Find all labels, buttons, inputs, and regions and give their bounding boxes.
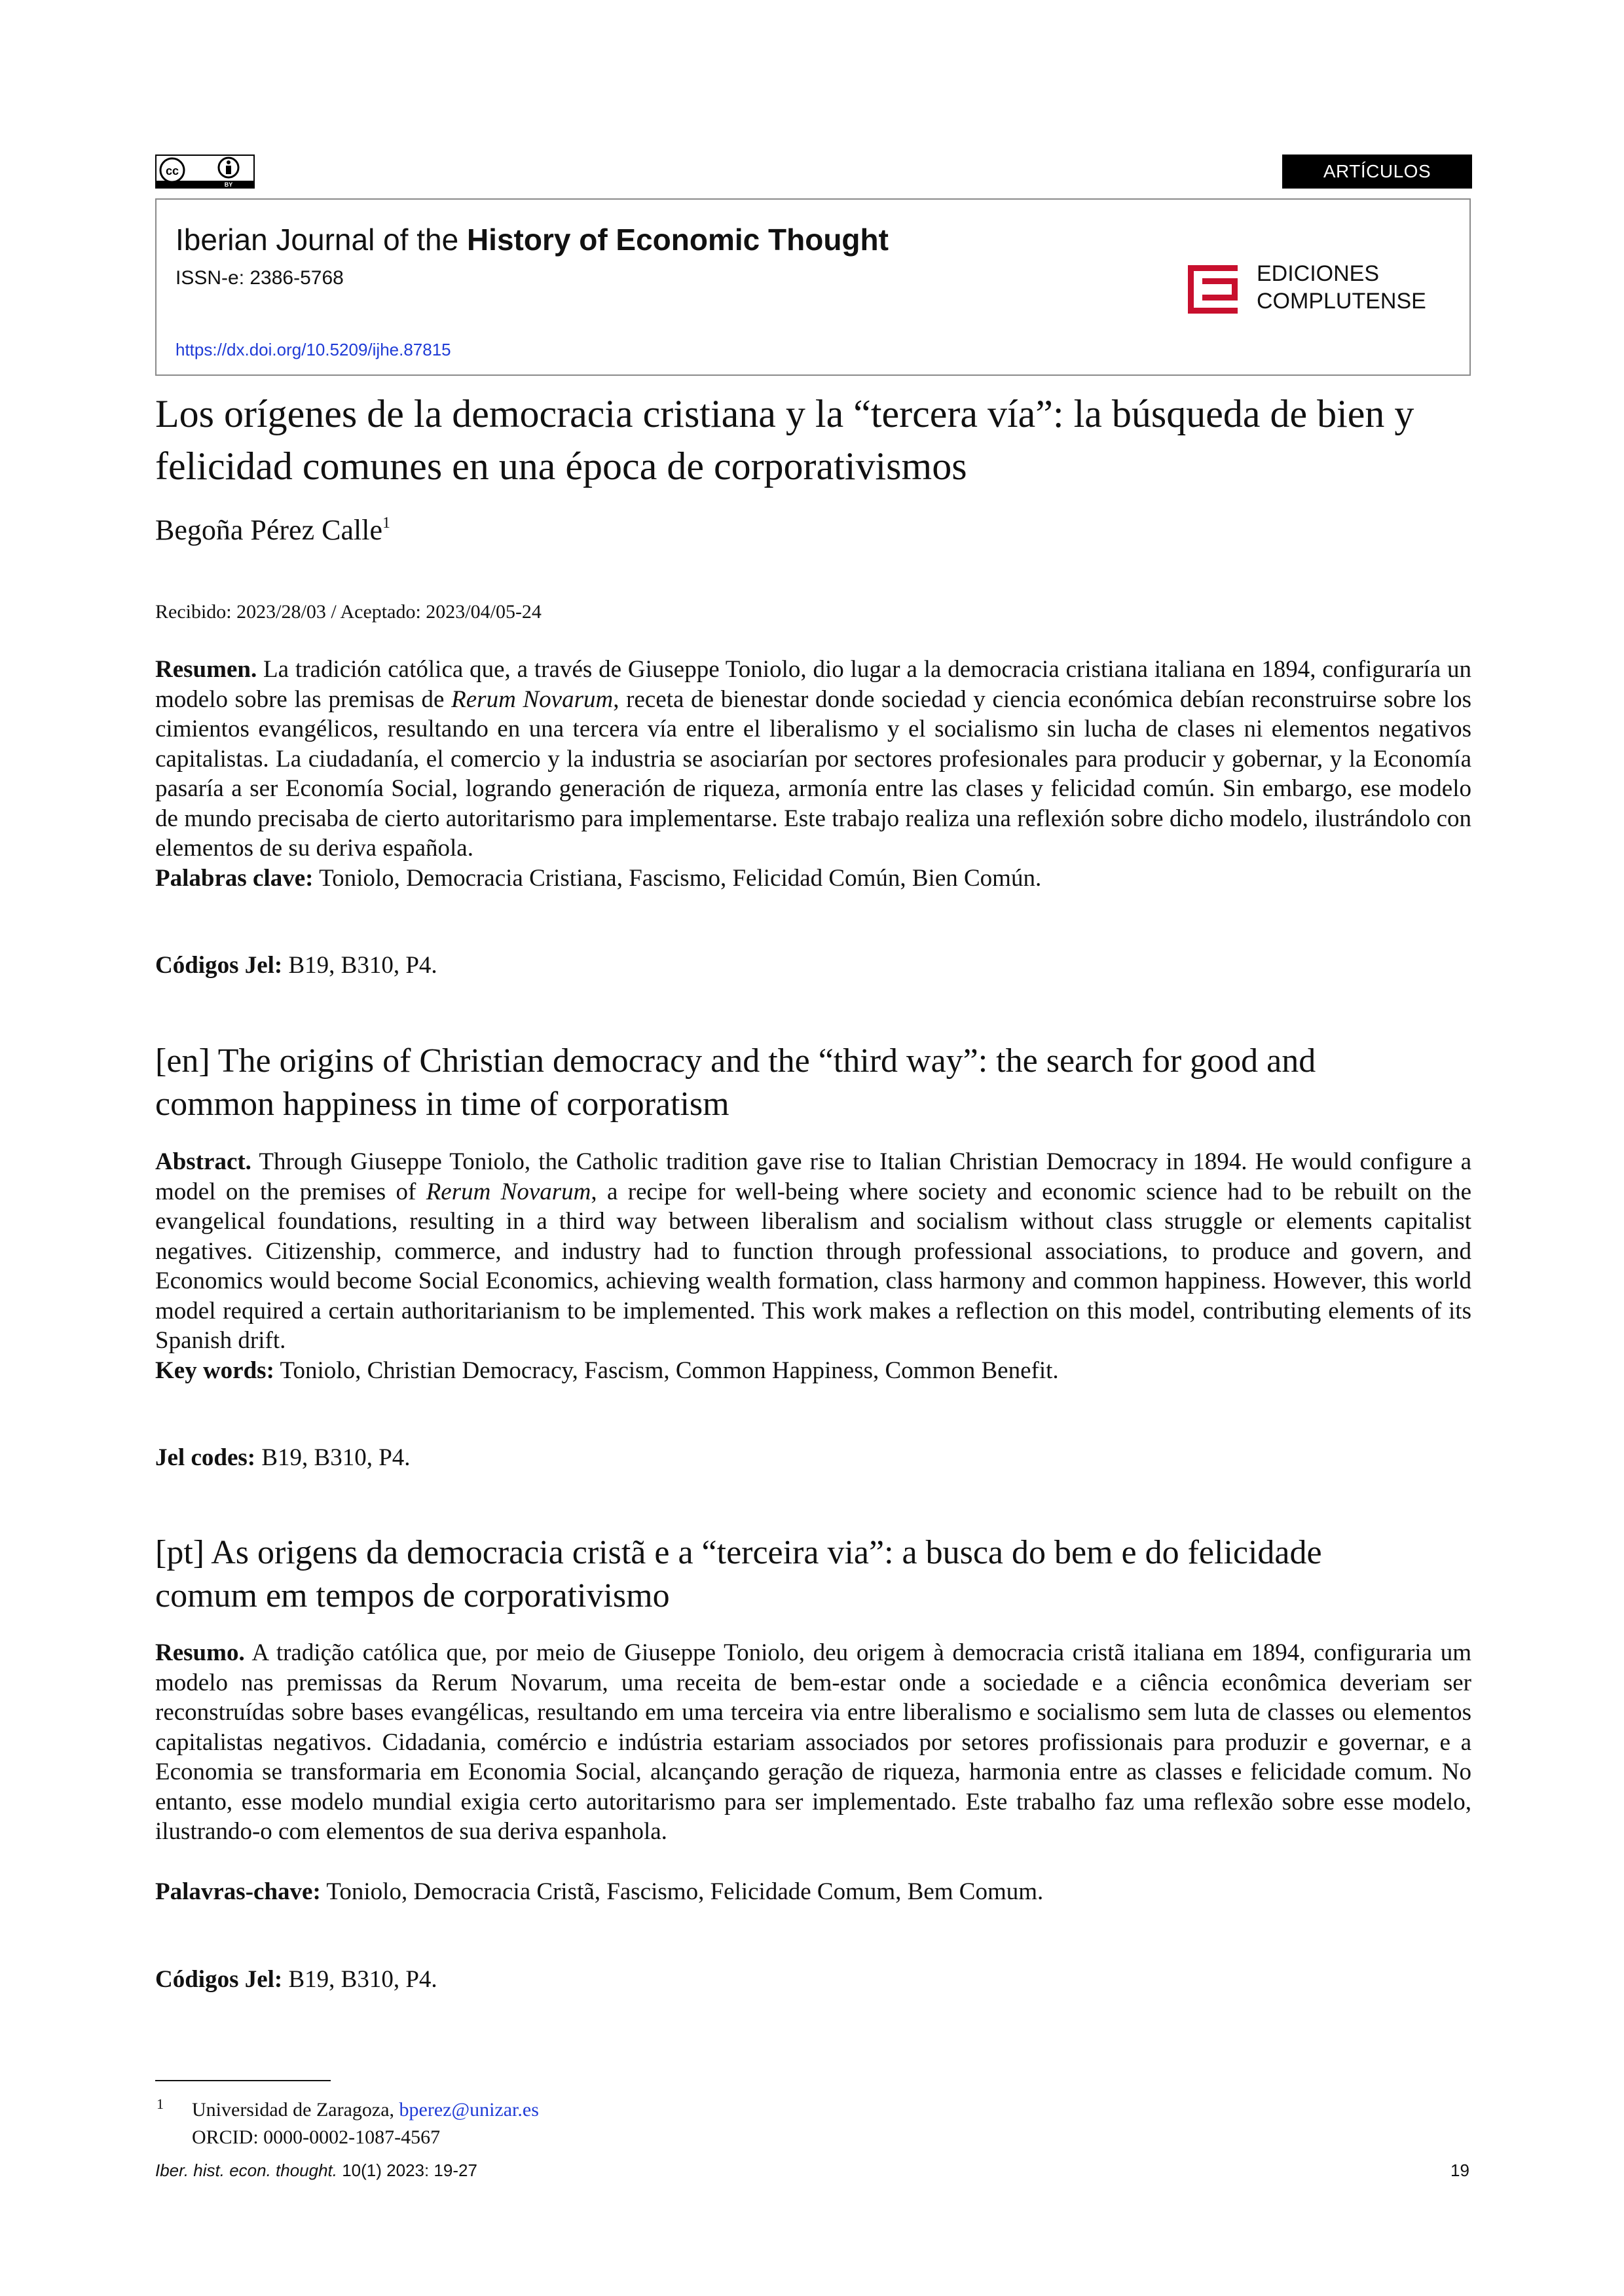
abstract-es xyxy=(155,655,1471,864)
publisher-name xyxy=(1257,260,1426,315)
publisher-name-line2: COMPLUTENSE xyxy=(1257,289,1426,314)
jel-codes-es-text: B19, B310, P4. xyxy=(282,952,437,979)
jel-codes-en xyxy=(155,1444,411,1472)
footer-journal-abbrev: Iber. hist. econ. thought. xyxy=(155,2160,337,2180)
footnote-mark: 1 xyxy=(157,2096,164,2112)
journal-title-prefix: Iberian Journal of the xyxy=(175,223,467,257)
abstract-en-text-2: , a recipe for well-being where society and economic science had to be rebuilt on the evangelical foundations, resulting in a third way between liberalism and socialism without class struggle or elements capitalist negatives. Citizenship, commerce, and industry had to function through professional associations, to produce and govern, and Economics would become Social Economics, achieving wealth formation, class harmony and common happiness. However, this world model required a certain authoritarianism to be implemented. This work makes a reflection on this model, contributing elements of its Spanish drift. xyxy=(155,1178,1472,1354)
running-footer-citation xyxy=(155,2160,477,2181)
footnote-affiliation xyxy=(192,2099,539,2121)
title-pt: [pt] As origens da democracia cristã e a “terceira via”: a busca do bem e do felicidade comum em tempos de corporativismo xyxy=(155,1534,1322,1614)
cc-icon xyxy=(160,158,184,182)
page-number: 19 xyxy=(1450,2160,1469,2180)
publisher-logo-icon xyxy=(1188,265,1238,314)
jel-codes-pt-label: Códigos Jel: xyxy=(155,1966,283,1993)
publisher-name-line1: EDICIONES xyxy=(1257,261,1380,286)
svg-text:cc: cc xyxy=(165,164,179,177)
journal-title xyxy=(175,222,889,257)
jel-codes-pt-text: B19, B310, P4. xyxy=(282,1966,437,1993)
title-en: [en] The origins of Christian democracy and the “third way”: the search for good and common happiness in time of corporatism xyxy=(155,1042,1316,1123)
footnote-orcid: ORCID: 0000-0002-1087-4567 xyxy=(192,2126,441,2148)
journal-title-bold: History of Economic Thought xyxy=(466,223,889,257)
journal-header xyxy=(155,198,1471,376)
abstract-en-italic: Rerum Novarum xyxy=(426,1178,591,1205)
jel-codes-pt xyxy=(155,1965,437,1994)
by-label: BY xyxy=(224,181,233,188)
jel-codes-es-label: Códigos Jel: xyxy=(155,952,283,979)
keywords-en-text: Toniolo, Christian Democracy, Fascism, Common Happiness, Common Benefit. xyxy=(274,1357,1059,1384)
abstract-es-text-2: , receta de bienestar donde sociedad y ciencia económica debían reconstruirse sobre los cimientos evangélicos, resultando en una tercera vía entre el liberalismo y el socialismo sin lucha de clases ni elementos negativos capitalistas. La ciudadanía, el comercio y la industria se asociarían por sectores profesionales para producir y gobernar, y la Economía pasaría a ser Economía Social, logrando generación de riqueza, armonía entre las clases y felicidad común. Sin embargo, ese modelo de mundo precisaba de cierto autoritarismo para implementarse. Este trabajo realiza una reflexión sobre dicho modelo, ilustrándolo con elementos de su deriva española. xyxy=(155,685,1471,862)
keywords-pt-label: Palavras-chave: xyxy=(155,1878,321,1905)
author-footnote-ref[interactable]: 1 xyxy=(382,515,390,532)
received-accepted-dates: Recibido: 2023/28/03 / Aceptado: 2023/04/05-24 xyxy=(155,601,542,623)
jel-codes-en-text: B19, B310, P4. xyxy=(255,1444,411,1471)
cc-by-license-badge xyxy=(155,155,255,189)
author xyxy=(155,513,390,547)
keywords-es-text: Toniolo, Democracia Cristiana, Fascismo, Felicidad Común, Bien Común. xyxy=(313,865,1042,892)
journal-issn: ISSN-e: 2386-5768 xyxy=(175,267,344,289)
doi-link[interactable]: https://dx.doi.org/10.5209/ijhe.87815 xyxy=(175,340,451,359)
keywords-en xyxy=(155,1356,1471,1386)
keywords-pt xyxy=(155,1877,1471,1907)
abstract-es-text-1: La tradición católica que, a través de Giuseppe Toniolo, dio lugar a la democracia cristiana italiana en 1894, configuraría un modelo sobre las premisas de xyxy=(155,656,1471,713)
keywords-es xyxy=(155,864,1471,894)
abstract-es-label: Resumen. xyxy=(155,656,257,683)
footnote-affiliation-text: Universidad de Zaragoza, xyxy=(192,2099,399,2121)
footnote-divider xyxy=(155,2080,331,2081)
section-tag: ARTÍCULOS xyxy=(1282,155,1472,189)
abstract-es-italic: Rerum Novarum xyxy=(451,685,614,713)
article-title: Los orígenes de la democracia cristiana y la “tercera vía”: la búsqueda de bien y felicidad comunes en una época de corporativismos xyxy=(155,392,1414,488)
abstract-pt xyxy=(155,1638,1471,1847)
abstract-pt-text: A tradição católica que, por meio de Giuseppe Toniolo, deu origem à democracia cristã italiana em 1894, configuraria um modelo nas premissas da Rerum Novarum, uma receita de bem-estar onde a sociedade e a ciência econômica deveriam ser reconstruídas sobre bases evangélicas, resultando em uma terceira via entre liberalismo e socialismo sem luta de classes ou elementos capitalistas negativos. Cidadania, comércio e indústria estariam associados por setores profissionais para produzir e governar, e a Economia se transformaria em Economia Social, alcançando geração de riqueza, harmonia entre as classes e felicidade comum. No entanto, esse modelo mundial exigia certo autoritarismo para ser implementado. Este trabalho faz uma reflexão sobre esse modelo, ilustrando-o com elementos de sua deriva espanhola. xyxy=(155,1639,1471,1845)
author-name: Begoña Pérez Calle xyxy=(155,514,382,546)
abstract-pt-label: Resumo. xyxy=(155,1639,245,1666)
keywords-es-label: Palabras clave: xyxy=(155,865,314,892)
abstract-en-text-1: Through Giuseppe Toniolo, the Catholic tradition gave rise to Italian Christian Democracy in 1894. He would configure a model on the premises of xyxy=(155,1148,1471,1205)
abstract-en-label: Abstract. xyxy=(155,1148,251,1175)
footer-citation: 10(1) 2023: 19-27 xyxy=(337,2160,477,2180)
keywords-pt-text: Toniolo, Democracia Cristã, Fascismo, Felicidade Comum, Bem Comum. xyxy=(320,1878,1044,1905)
abstract-en xyxy=(155,1147,1471,1356)
author-email-link[interactable]: bperez@unizar.es xyxy=(399,2099,539,2121)
jel-codes-en-label: Jel codes: xyxy=(155,1444,256,1471)
keywords-en-label: Key words: xyxy=(155,1357,274,1384)
by-person-icon xyxy=(219,158,238,177)
jel-codes-es xyxy=(155,951,437,979)
